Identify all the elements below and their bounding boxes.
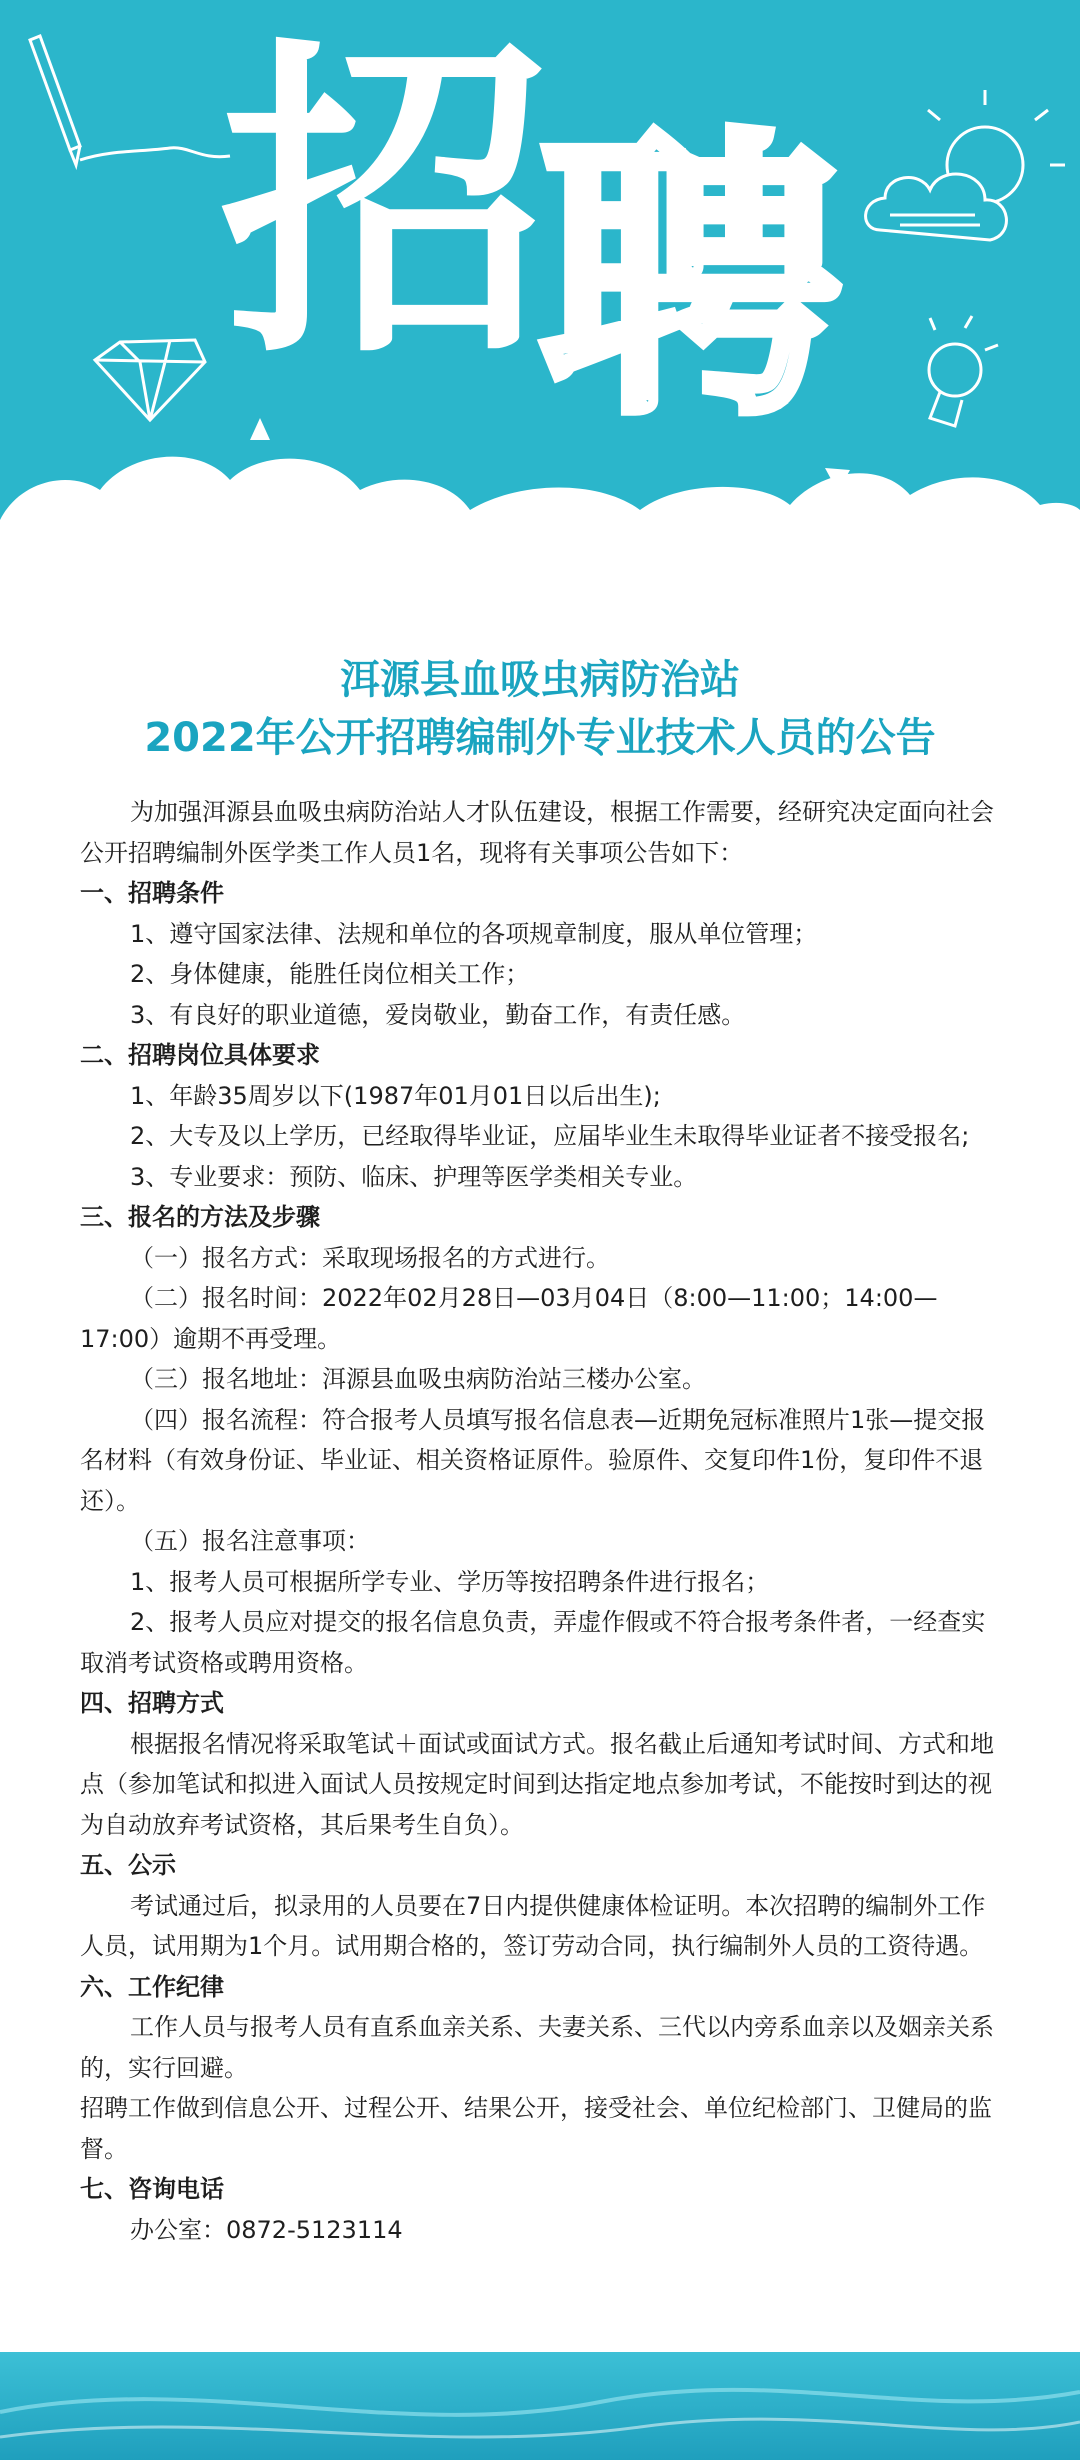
section-title: 二、招聘岗位具体要求 xyxy=(80,1041,320,1069)
list-item: （四）报名流程：符合报考人员填写报名信息表—近期免冠标准照片1张—提交报名材料（有效身份证、毕业证、相关资格证原件。验原件、交复印件1份，复印件不退还）。 xyxy=(80,1405,986,1515)
paragraph: 根据报名情况将采取笔试＋面试或面试方式。报名截止后通知考试时间、方式和地点（参加笔试和拟进入面试人员按规定时间到达指定地点参加考试，不能按时到达的视为自动放弃考试资格，其后果考生自负）。 xyxy=(80,1729,994,1839)
list-item: 1、报考人员可根据所学专业、学历等按招聘条件进行报名； xyxy=(130,1567,770,1596)
section-title: 六、工作纪律 xyxy=(80,1972,224,2001)
header-banner xyxy=(0,0,1080,620)
contact-phone: 办公室：0872-5123114 xyxy=(130,2215,403,2244)
intro-paragraph: 为加强洱源县血吸虫病防治站人才队伍建设，根据工作需要，经研究决定面向社会公开招聘编制外医学类工作人员1名，现将有关事项公告如下： xyxy=(80,798,994,867)
section-title: 三、报名的方法及步骤 xyxy=(80,1203,320,1231)
paragraph: 工作人员与报考人员有直系血亲关系、夫妻关系、三代以内旁系血亲以及姻亲关系的，实行回避。 xyxy=(80,2013,994,2082)
list-item: （五）报名注意事项： xyxy=(130,1527,370,1555)
section-title: 四、招聘方式 xyxy=(80,1689,224,1717)
list-item: 2、大专及以上学历，已经取得毕业证，应届毕业生未取得毕业证者不接受报名; xyxy=(130,1122,970,1150)
list-item: 2、报考人员应对提交的报名信息负责，弄虚作假或不符合报考条件者，一经查实取消考试资格或聘用资格。 xyxy=(80,1608,986,1677)
paragraph: 考试通过后，拟录用的人员要在7日内提供健康体检证明。本次招聘的编制外工作人员，试用期为1个月。试用期合格的，签订劳动合同，执行编制外人员的工资待遇。 xyxy=(80,1891,986,1960)
section-title: 一、招聘条件 xyxy=(80,879,224,907)
list-item: 1、年龄35周岁以下(1987年01月01日以后出生); xyxy=(130,1081,661,1110)
section-title: 七、咨询电话 xyxy=(80,2175,224,2203)
notice-title-line-1: 洱源县血吸虫病防治站 xyxy=(340,657,740,703)
banner-title-char-1: 招 xyxy=(220,13,550,397)
footer-band xyxy=(0,2352,1080,2460)
list-item: 2、身体健康，能胜任岗位相关工作； xyxy=(130,960,530,988)
notice-body xyxy=(80,792,1000,2250)
paragraph: 招聘工作做到信息公开、过程公开、结果公开，接受社会、单位纪检部门、卫健局的监督。 xyxy=(80,2094,992,2163)
list-item: 3、有良好的职业道德，爱岗敬业，勤奋工作，有责任感。 xyxy=(130,1000,746,1029)
banner-title-char-2: 聘 xyxy=(540,105,840,454)
footer-wave xyxy=(0,2352,1080,2460)
list-item: 3、专业要求：预防、临床、护理等医学类相关专业。 xyxy=(130,1162,698,1191)
list-item: （一）报名方式：采取现场报名的方式进行。 xyxy=(130,1243,610,1272)
section-title: 五、公示 xyxy=(80,1851,176,1879)
list-item: 1、遵守国家法律、法规和单位的各项规章制度，服从单位管理； xyxy=(130,919,818,948)
notice-title-line-2: 2022年公开招聘编制外专业技术人员的公告 xyxy=(144,715,936,761)
list-item: （三）报名地址：洱源县血吸虫病防治站三楼办公室。 xyxy=(130,1365,706,1393)
list-item: （二）报名时间：2022年02月28日—03月04日（8:00—11:00；14:00—17:00）逾期不再受理。 xyxy=(80,1284,938,1353)
